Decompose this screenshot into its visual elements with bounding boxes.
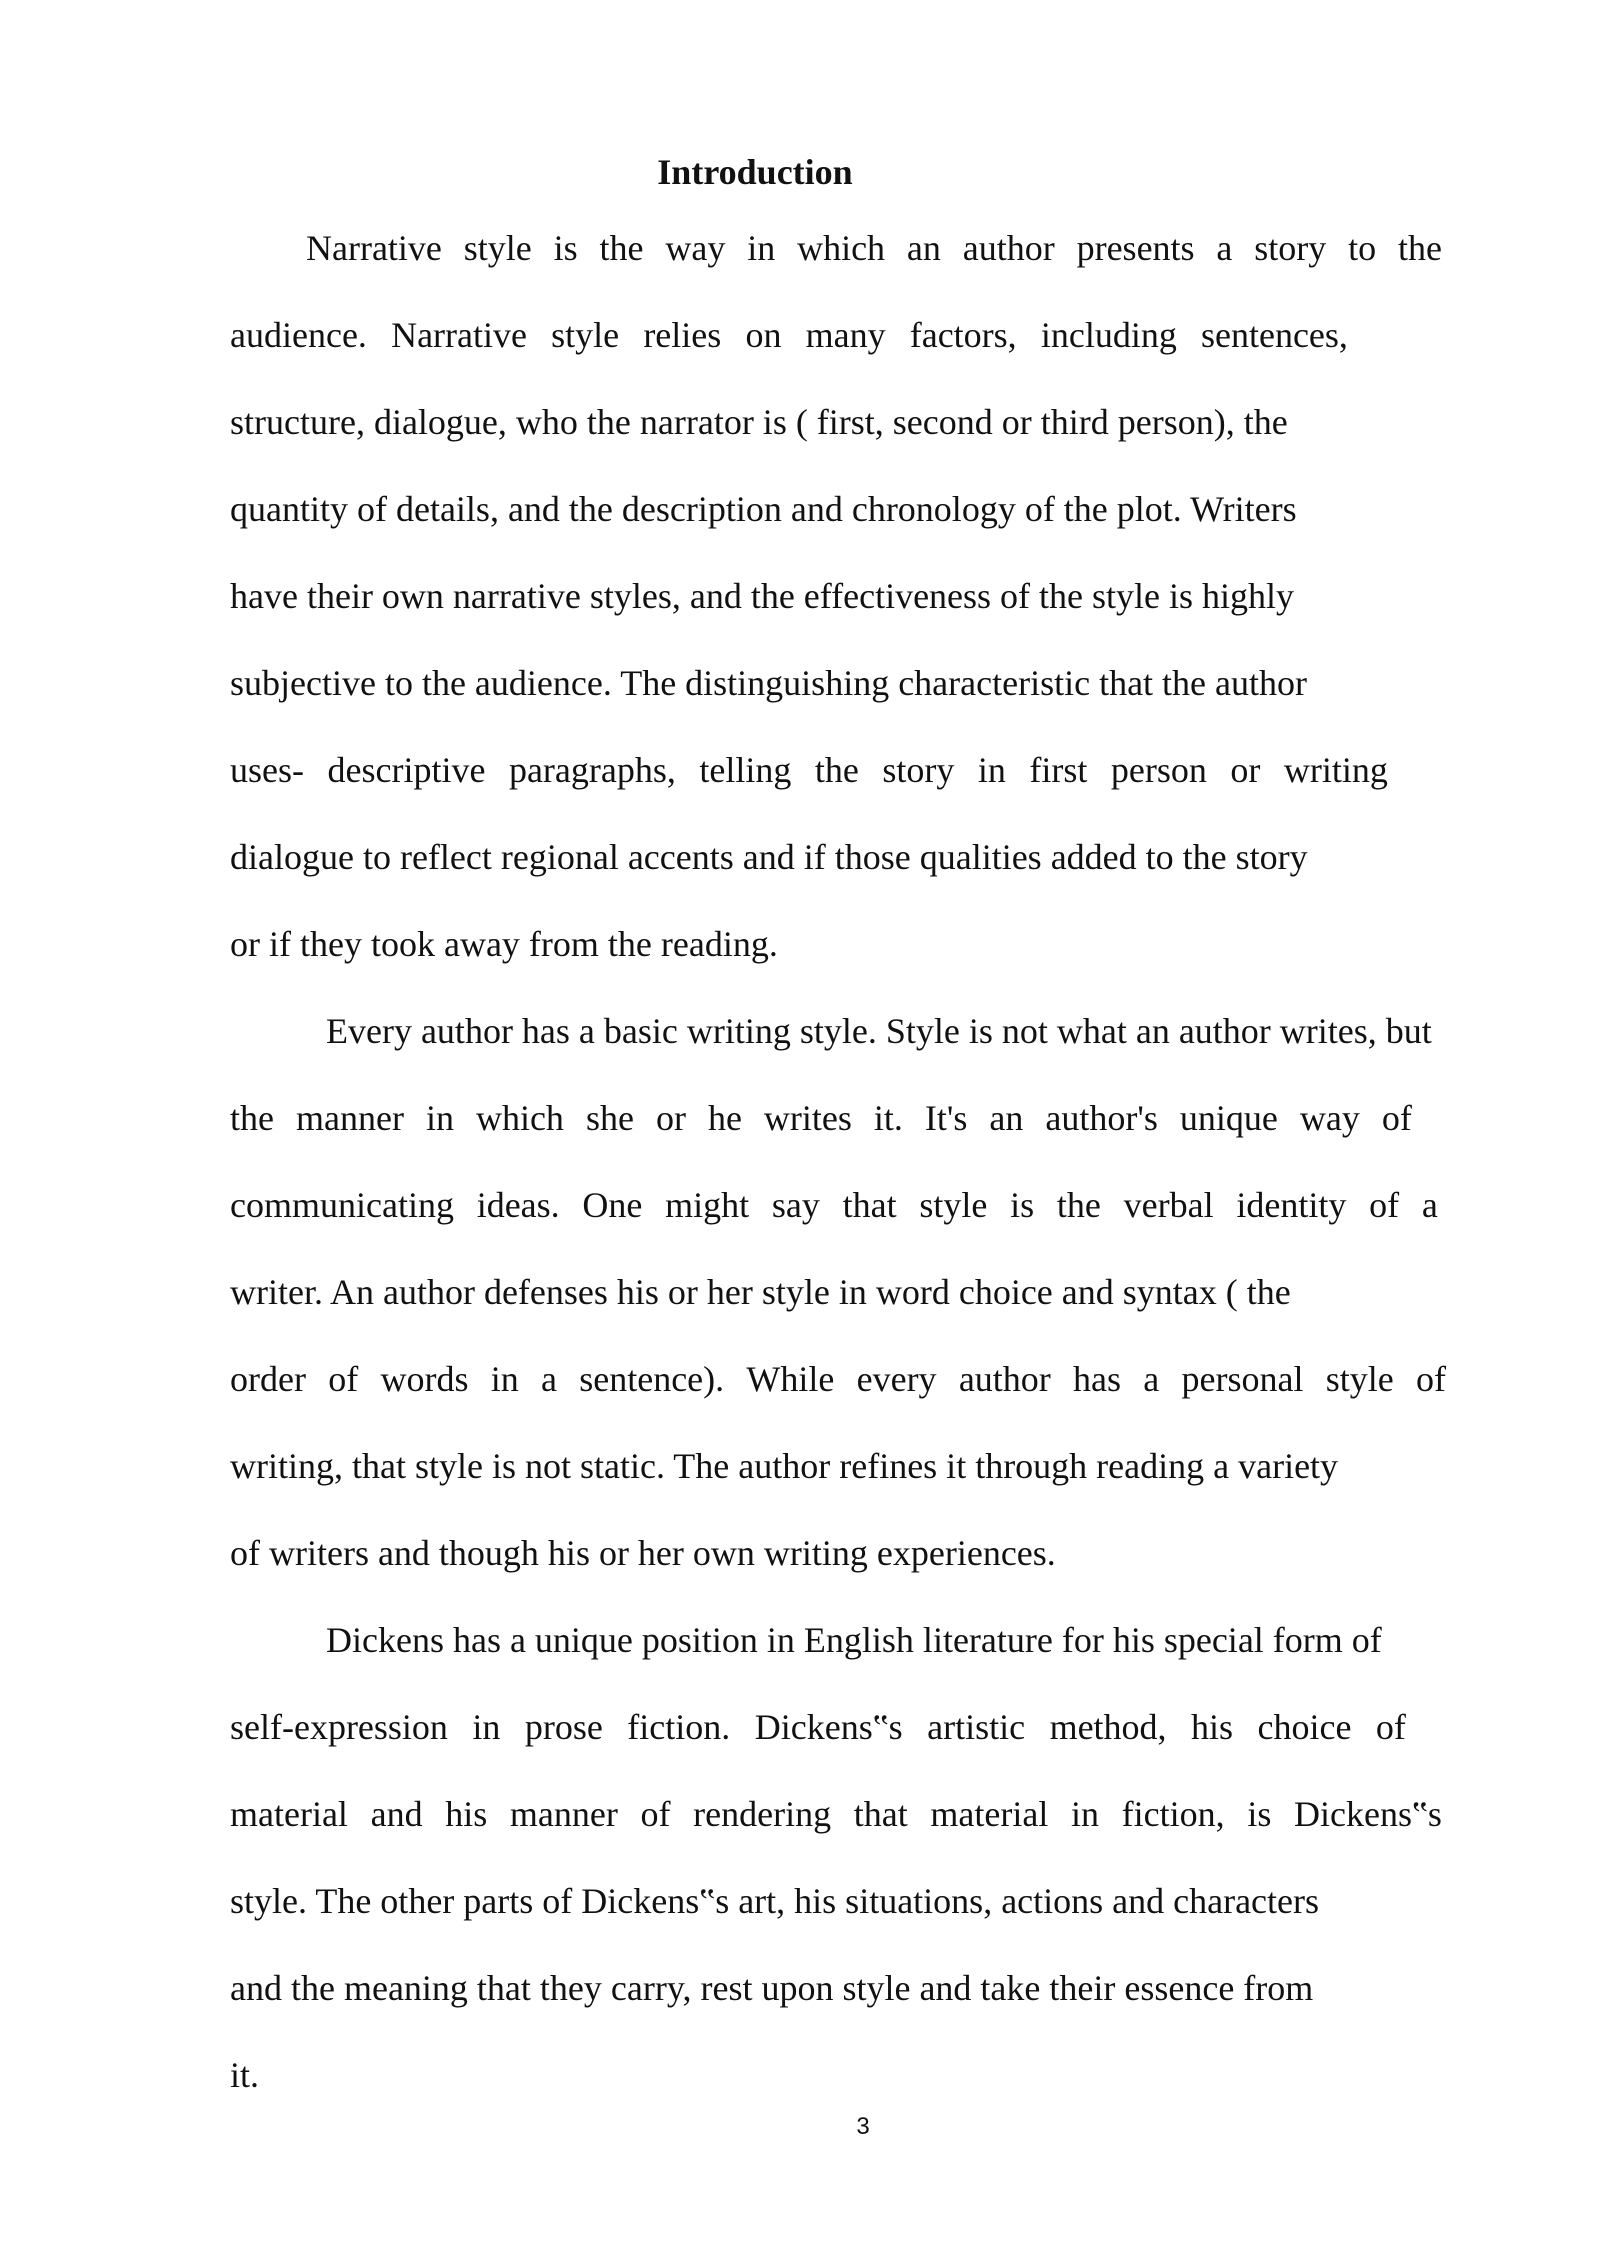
- word: in: [977, 750, 1006, 790]
- word: his: [445, 1794, 488, 1834]
- word: style: [1325, 1359, 1394, 1399]
- paragraph-line: and the meaning that they carry, rest upon style and take their essence from: [230, 1968, 1314, 2008]
- paragraph-line: subjective to the audience. The distinguishing characteristic that the author: [230, 663, 1307, 703]
- word: presents: [1076, 228, 1195, 268]
- word: in: [472, 1707, 501, 1747]
- word: story: [1254, 228, 1327, 268]
- word: his: [1191, 1707, 1234, 1747]
- word: an: [989, 1098, 1024, 1138]
- word: telling: [699, 750, 792, 790]
- word: Dickens‟s: [754, 1707, 903, 1747]
- word: an: [906, 228, 941, 268]
- word: manner: [509, 1794, 618, 1834]
- word: way: [1299, 1098, 1360, 1138]
- word: self-expression: [230, 1707, 448, 1747]
- word: Dickens‟s: [1293, 1794, 1442, 1834]
- word: a: [540, 1359, 557, 1399]
- word: relies: [643, 315, 722, 355]
- word: on: [745, 315, 782, 355]
- word: in: [747, 228, 776, 268]
- paragraph-line: [230, 1790, 1442, 1838]
- word: One: [582, 1185, 643, 1225]
- word: in: [1071, 1794, 1100, 1834]
- paragraph-line: writer. An author defenses his or her style in word choice and syntax ( the: [230, 1272, 1291, 1312]
- word: personal: [1181, 1359, 1304, 1399]
- word: has: [1073, 1359, 1122, 1399]
- word: might: [665, 1185, 750, 1225]
- word: writes: [763, 1098, 852, 1138]
- word: method,: [1049, 1707, 1167, 1747]
- word: factors,: [909, 315, 1017, 355]
- word: writing: [1283, 750, 1388, 790]
- word: person: [1110, 750, 1207, 790]
- paragraph-line: quantity of details, and the description and chronology of the plot. Writers: [230, 489, 1297, 529]
- word: is: [1247, 1794, 1272, 1834]
- word: way: [665, 228, 726, 268]
- word: which: [797, 228, 886, 268]
- word: of: [328, 1359, 359, 1399]
- word: it.: [873, 1098, 903, 1138]
- word: material: [930, 1794, 1049, 1834]
- word: is: [1010, 1185, 1035, 1225]
- paragraph-line: style. The other parts of Dickens‟s art, his situations, actions and characters: [230, 1881, 1320, 1921]
- paragraph-line: [230, 1181, 1438, 1229]
- word: manner: [295, 1098, 404, 1138]
- paragraph-line: [230, 1355, 1446, 1403]
- word: Narrative: [306, 228, 442, 268]
- word: she: [585, 1098, 634, 1138]
- word: paragraphs,: [508, 750, 676, 790]
- word: audience.: [230, 315, 367, 355]
- word: in: [490, 1359, 519, 1399]
- word: fiction.: [627, 1707, 731, 1747]
- word: communicating: [230, 1185, 454, 1225]
- word: identity: [1236, 1185, 1347, 1225]
- word: words: [380, 1359, 469, 1399]
- word: material: [230, 1794, 348, 1834]
- word: of: [1381, 1098, 1412, 1138]
- paragraph-line: [230, 311, 1348, 359]
- word: is: [553, 228, 578, 268]
- word: in: [425, 1098, 454, 1138]
- word: of: [1369, 1185, 1400, 1225]
- word: first: [1029, 750, 1088, 790]
- word: author: [962, 228, 1055, 268]
- word: say: [771, 1185, 820, 1225]
- paragraph-line: [230, 1703, 1406, 1751]
- word: many: [805, 315, 886, 355]
- word: including: [1040, 315, 1177, 355]
- word: style: [463, 228, 532, 268]
- word: artistic: [927, 1707, 1026, 1747]
- word: author's: [1045, 1098, 1158, 1138]
- word: sentences,: [1200, 315, 1348, 355]
- word: the: [1398, 228, 1442, 268]
- word: he: [707, 1098, 742, 1138]
- word: sentence).: [579, 1359, 725, 1399]
- paragraph-line: [230, 746, 1388, 794]
- word: or: [655, 1098, 686, 1138]
- word: author: [958, 1359, 1051, 1399]
- paragraph-line: writing, that style is not static. The author refines it through reading a variety: [230, 1446, 1339, 1486]
- word: the: [1056, 1185, 1101, 1225]
- word: that: [842, 1185, 897, 1225]
- paragraph-line: [230, 1094, 1412, 1142]
- paragraph-line: [306, 224, 1442, 272]
- word: verbal: [1123, 1185, 1214, 1225]
- word: a: [1143, 1359, 1160, 1399]
- paragraph-line: structure, dialogue, who the narrator is ( first, second or third person), the: [230, 402, 1288, 442]
- paragraph-line: dialogue to reflect regional accents and if those qualities added to the story: [230, 837, 1308, 877]
- word: the: [599, 228, 644, 268]
- word: of: [640, 1794, 671, 1834]
- paragraph-line: Every author has a basic writing style. Style is not what an author writes, but: [326, 1011, 1432, 1051]
- word: uses-: [230, 750, 304, 790]
- word: rendering: [693, 1794, 832, 1834]
- word: style: [919, 1185, 988, 1225]
- word: style: [551, 315, 620, 355]
- word: unique: [1179, 1098, 1278, 1138]
- paragraph-line: it.: [230, 2055, 260, 2095]
- word: descriptive: [327, 750, 486, 790]
- word: fiction,: [1121, 1794, 1225, 1834]
- word: It's: [924, 1098, 968, 1138]
- page-title: Introduction: [657, 152, 853, 192]
- word: Narrative: [391, 315, 527, 355]
- paragraph-line: or if they took away from the reading.: [230, 924, 778, 964]
- word: While: [746, 1359, 835, 1399]
- word: a: [1421, 1185, 1438, 1225]
- word: that: [853, 1794, 908, 1834]
- word: to: [1348, 228, 1377, 268]
- page-number: 3: [856, 2113, 870, 2140]
- paragraph-line: have their own narrative styles, and the effectiveness of the style is highly: [230, 576, 1295, 616]
- word: the: [814, 750, 859, 790]
- word: order: [230, 1359, 306, 1399]
- word: the: [230, 1098, 274, 1138]
- word: and: [370, 1794, 423, 1834]
- word: ideas.: [476, 1185, 560, 1225]
- word: prose: [524, 1707, 603, 1747]
- word: a: [1216, 228, 1233, 268]
- paragraph-line: Dickens has a unique position in English literature for his special form of: [326, 1620, 1382, 1660]
- word: choice: [1257, 1707, 1352, 1747]
- word: of: [1375, 1707, 1406, 1747]
- word: which: [475, 1098, 564, 1138]
- word: every: [856, 1359, 937, 1399]
- word: story: [882, 750, 955, 790]
- word: or: [1230, 750, 1261, 790]
- paragraph-line: of writers and though his or her own writing experiences.: [230, 1533, 1056, 1573]
- word: of: [1415, 1359, 1446, 1399]
